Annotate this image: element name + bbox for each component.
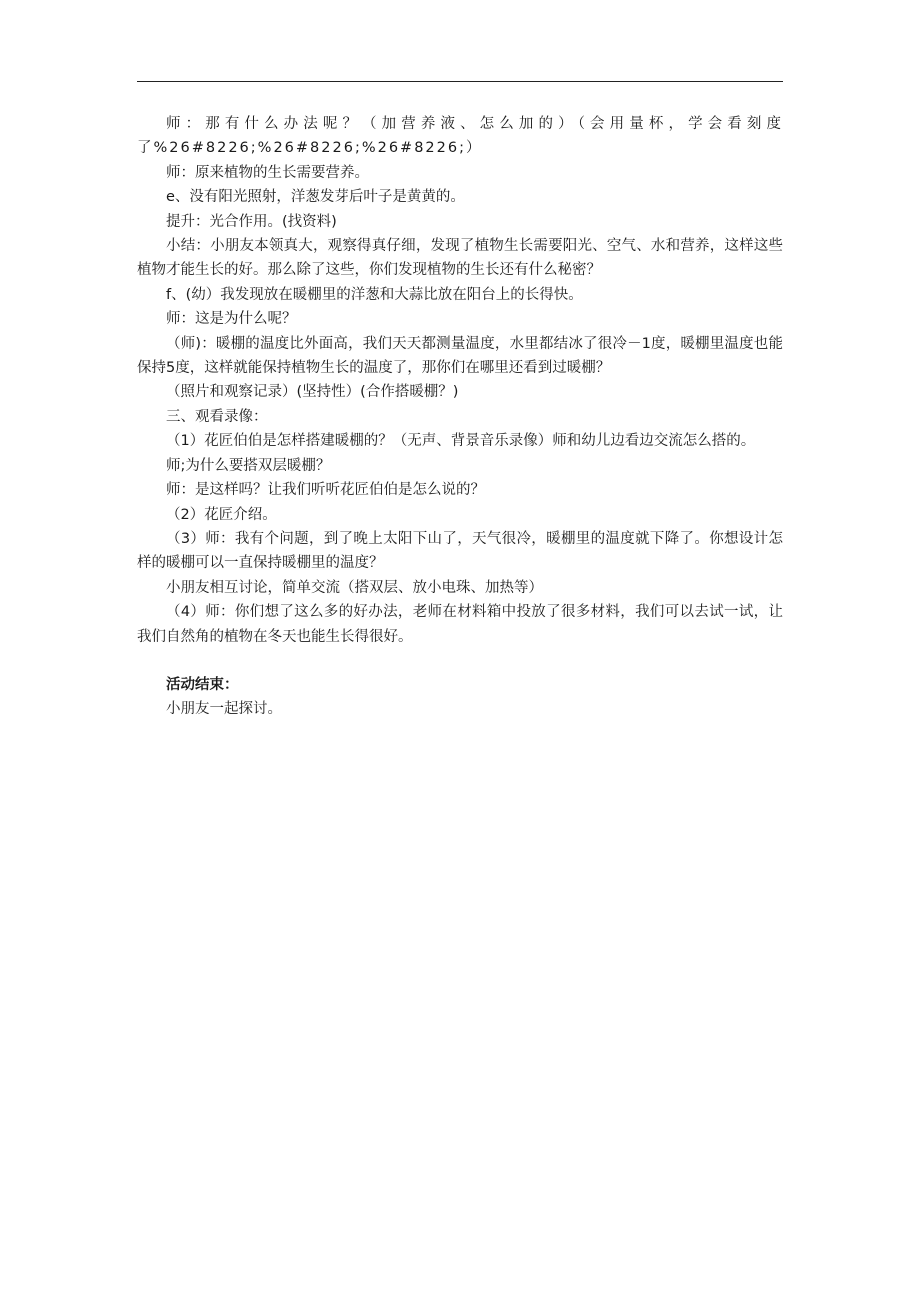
paragraph: （1）花匠伯伯是怎样搭建暖棚的？（无声、背景音乐录像）师和幼儿边看边交流怎么搭的。 [166, 433, 756, 450]
document-body [137, 112, 783, 722]
paragraph: 小结：小朋友本领真大，观察得真仔细，发现了植物生长需要阳光、空气、水和营养，这样这些植物才能生长的好。那么除了这些，你们发现植物的生长还有什么秘密？ [137, 238, 783, 279]
paragraph: （3）师：我有个问题，到了晚上太阳下山了，天气很冷，暖棚里的温度就下降了。你想设计怎样的暖棚可以一直保持暖棚里的温度？ [137, 530, 783, 572]
paragraph: （2）花匠介绍。 [166, 506, 277, 523]
paragraph: 师：原来植物的生长需要营养。 [166, 164, 369, 181]
paragraph: （4）师：你们想了这么多的好办法，老师在材料箱中投放了很多材料，我们可以去试一试，让我们自然角的植物在冬天也能生长得很好。 [137, 604, 783, 645]
paragraph: f、(幼）我发现放在暖棚里的洋葱和大蒜比放在阳台上的长得快。 [166, 286, 583, 303]
paragraph: （照片和观察记录）(坚持性）(合作搭暖棚？) [166, 384, 459, 401]
paragraph: 师：这是为什么呢？ [166, 311, 297, 328]
section-heading: 三、观看录像： [166, 408, 268, 425]
paragraph: 师;为什么要搭双层暖棚？ [166, 457, 331, 474]
closing-heading: 活动结束： [166, 676, 239, 693]
paragraph: 师：那有什么办法呢？（加营养液、怎么加的）（会用量杯，学会看刻度了%26#8226;%26#8226;%26#8226;） [137, 116, 783, 157]
paragraph: 师：是这样吗？让我们听听花匠伯伯是怎么说的？ [166, 482, 485, 499]
closing-text: 小朋友一起探讨。 [166, 701, 282, 718]
header-rule [137, 81, 783, 82]
paragraph: 小朋友相互讨论，简单交流（搭双层、放小电珠、加热等） [166, 579, 543, 596]
blank-line [137, 649, 783, 673]
paragraph: 提升：光合作用。(找资料) [166, 213, 337, 230]
paragraph: （师)：暖棚的温度比外面高，我们天天都测量温度，水里都结冰了很冷－1度，暖棚里温度也能保持5度，这样就能保持植物生长的温度了，那你们在哪里还看到过暖棚？ [137, 335, 783, 377]
paragraph: e、没有阳光照射，洋葱发芽后叶子是黄黄的。 [166, 189, 465, 206]
